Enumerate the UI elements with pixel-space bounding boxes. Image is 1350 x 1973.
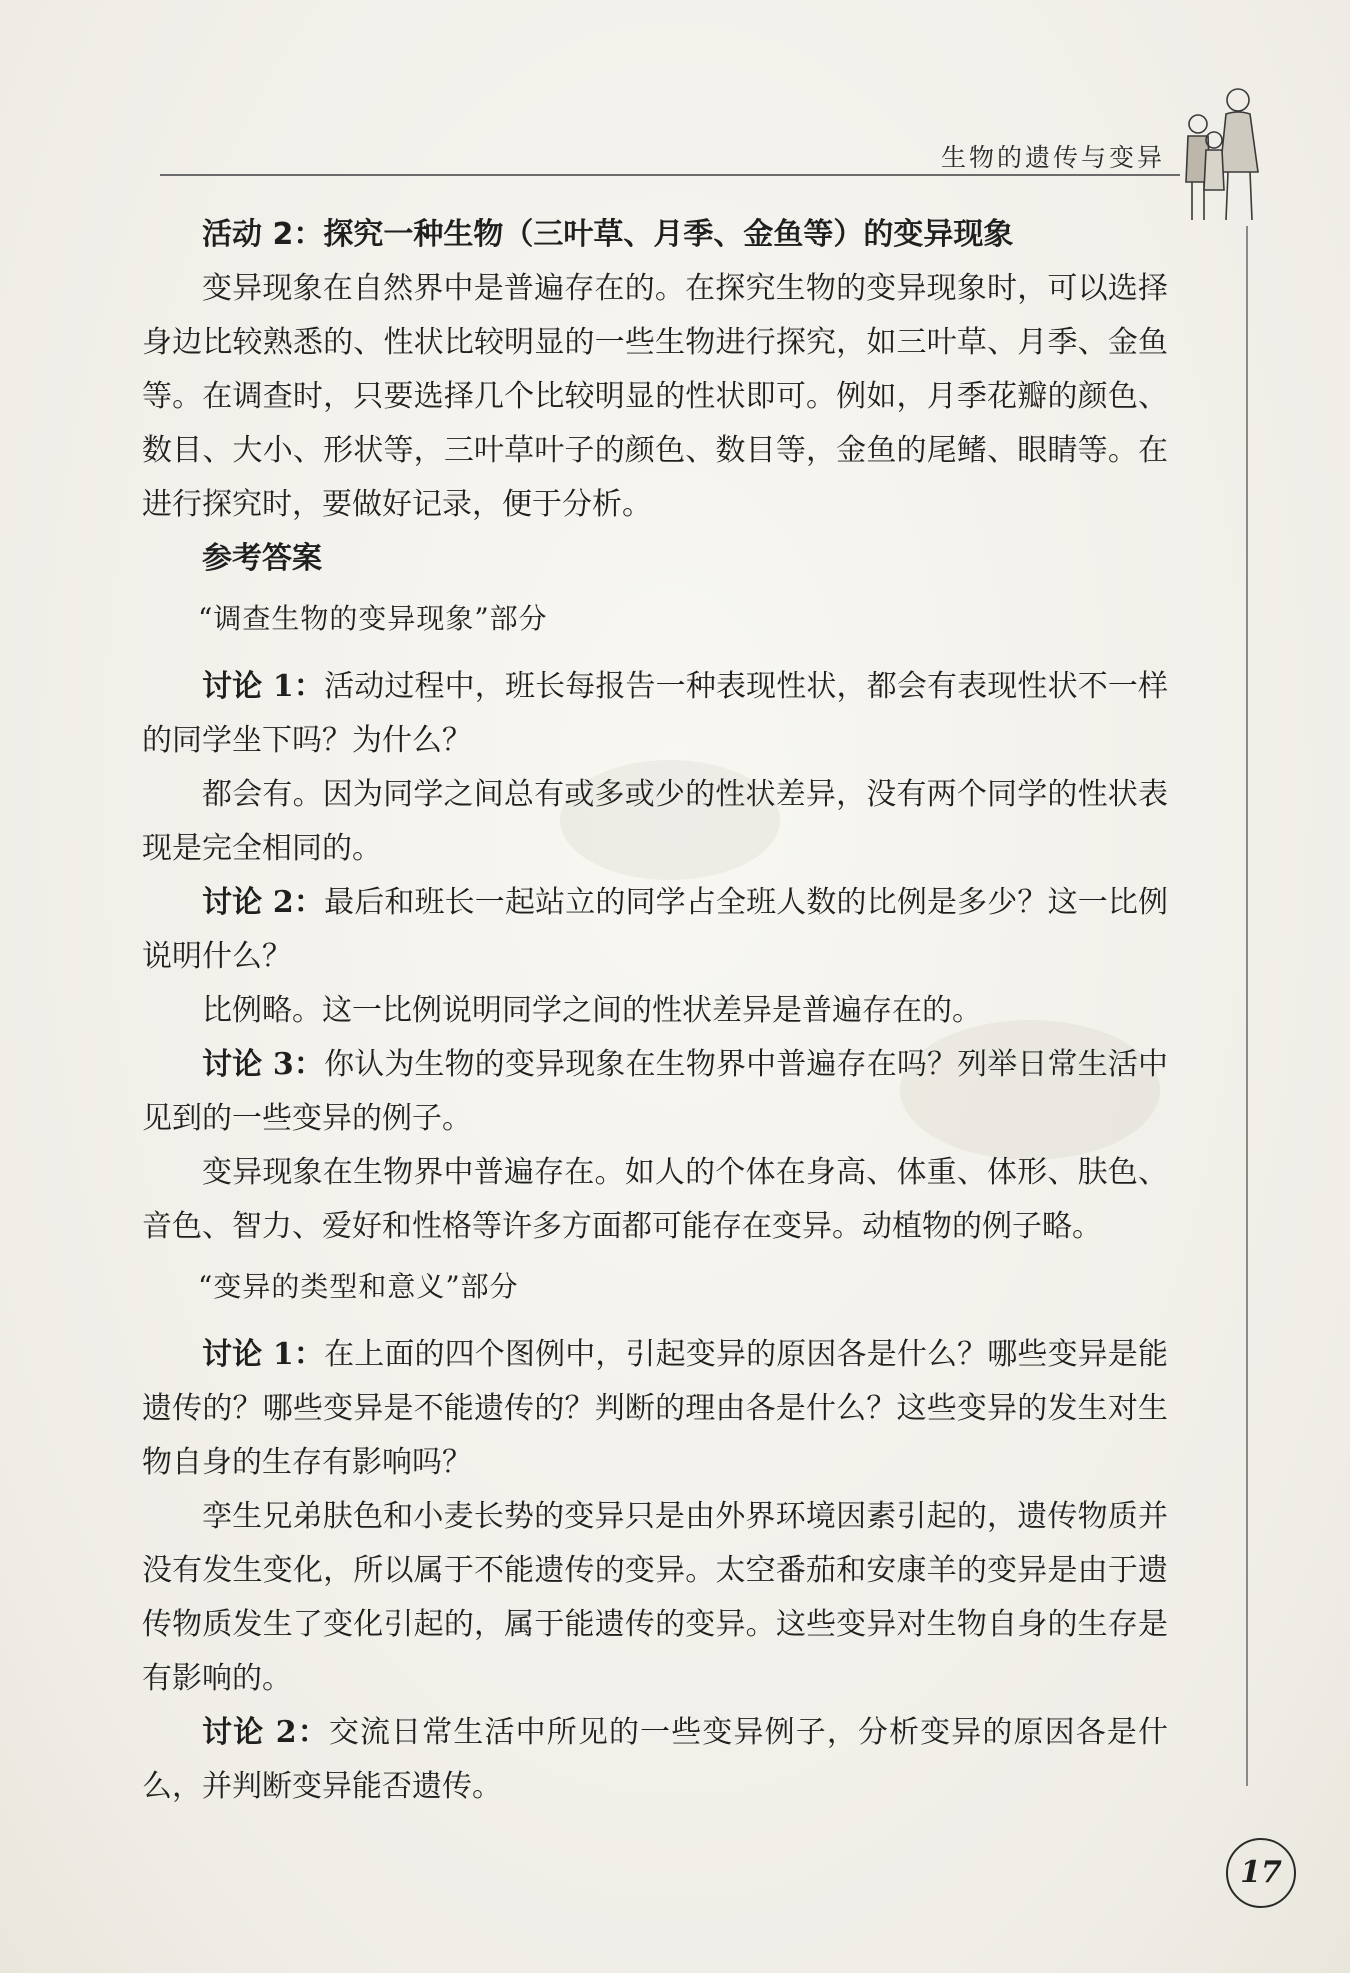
discussion-1-question-part2 bbox=[142, 1328, 1168, 1490]
question-text: 在上面的四个图例中，引起变异的原因各是什么？哪些变异是能遗传的？哪些变异是不能遗传的？判断的理由各是什么？这些变异的发生对生物自身的生存有影响吗？ bbox=[142, 1337, 1169, 1480]
discussion-3-question bbox=[142, 1038, 1168, 1146]
question-text: 交流日常生活中所见的一些变异例子，分析变异的原因各是什么，并判断变异能否遗传。 bbox=[142, 1715, 1169, 1804]
child1-head-icon bbox=[1189, 115, 1207, 133]
section-title-survey: “调查生物的变异现象”部分 bbox=[198, 602, 548, 635]
discussion-label: 讨论 2： bbox=[202, 1715, 329, 1750]
discussion-label: 讨论 1： bbox=[202, 1337, 325, 1372]
activity-heading: 活动 2：探究一种生物（三叶草、月季、金鱼等）的变异现象 bbox=[202, 217, 1014, 252]
adult-body-icon bbox=[1220, 112, 1258, 172]
discussion-1-answer: 都会有。因为同学之间总有或多或少的性状差异，没有两个同学的性状表现是完全相同的。 bbox=[142, 777, 1168, 866]
page-number: 17 bbox=[1226, 1838, 1296, 1908]
discussion-3-answer: 变异现象在生物界中普遍存在。如人的个体在身高、体重、体形、肤色、音色、智力、爱好和性格等许多方面都可能存在变异。动植物的例子略。 bbox=[142, 1155, 1168, 1244]
adult-head-icon bbox=[1227, 89, 1249, 111]
question-text: 你认为生物的变异现象在生物界中普遍存在吗？列举日常生活中见到的一些变异的例子。 bbox=[142, 1047, 1169, 1136]
header-illustration bbox=[1180, 82, 1270, 222]
activity-paragraph: 变异现象在自然界中是普遍存在的。在探究生物的变异现象时，可以选择身边比较熟悉的、性状比较明显的一些生物进行探究，如三叶草、月季、金鱼等。在调查时，只要选择几个比较明显的性状即可。例如，月季花瓣的颜色、数目、大小、形状等，三叶草叶子的颜色、数目等，金鱼的尾鳍、眼睛等。在进行探究时，要做好记录，便于分析。 bbox=[142, 271, 1168, 522]
discussion-label: 讨论 2： bbox=[202, 885, 325, 920]
discussion-2-question-part2 bbox=[142, 1706, 1168, 1814]
section-title-variation-types: “变异的类型和意义”部分 bbox=[198, 1270, 519, 1303]
page-content bbox=[142, 208, 1168, 1814]
discussion-label: 讨论 3： bbox=[202, 1047, 325, 1082]
discussion-1-question bbox=[142, 660, 1168, 768]
margin-rule bbox=[1246, 226, 1248, 1786]
header-divider bbox=[160, 174, 1180, 176]
chapter-title: 生物的遗传与变异 bbox=[940, 143, 1165, 172]
discussion-label: 讨论 1： bbox=[202, 669, 325, 704]
discussion-1-answer-part2: 孪生兄弟肤色和小麦长势的变异只是由外界环境因素引起的，遗传物质并没有发生变化，所以属于不能遗传的变异。太空番茄和安康羊的变异是由于遗传物质发生了变化引起的，属于能遗传的变异。这些变异对生物自身的生存是有影响的。 bbox=[142, 1499, 1168, 1696]
discussion-2-answer: 比例略。这一比例说明同学之间的性状差异是普遍存在的。 bbox=[202, 993, 982, 1028]
question-text: 最后和班长一起站立的同学占全班人数的比例是多少？这一比例说明什么？ bbox=[142, 885, 1169, 974]
question-text: 活动过程中，班长每报告一种表现性状，都会有表现性状不一样的同学坐下吗？为什么？ bbox=[142, 669, 1169, 758]
discussion-2-question bbox=[142, 876, 1168, 984]
reference-answer-heading: 参考答案 bbox=[202, 541, 322, 576]
